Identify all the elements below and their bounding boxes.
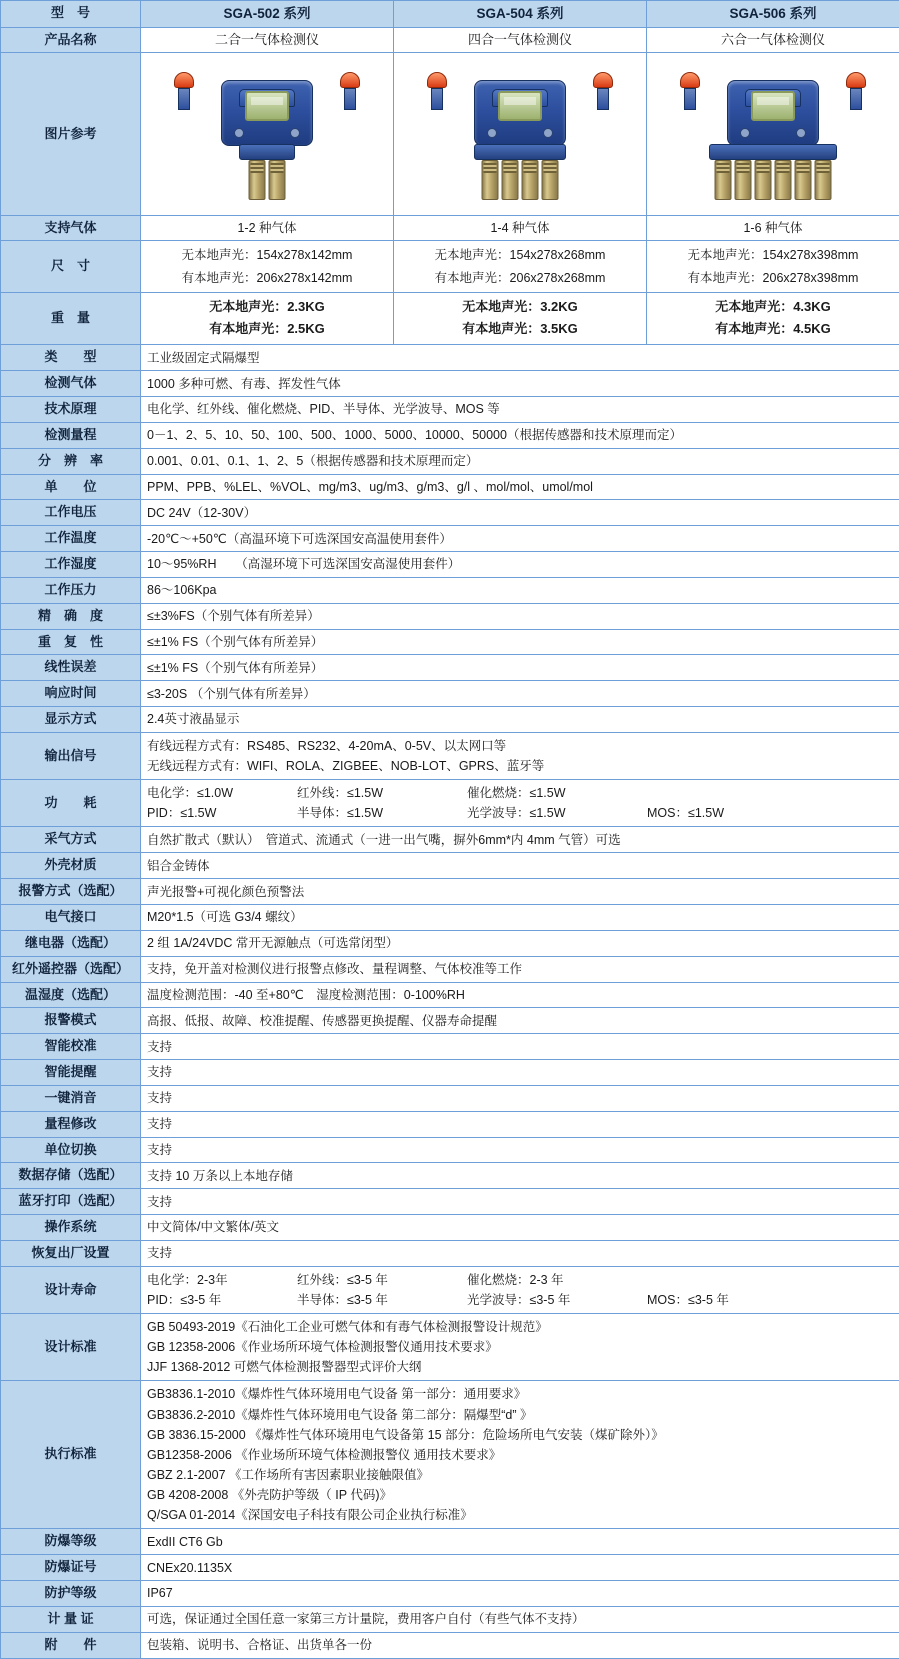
detector-screen [245,91,289,121]
exec-standard-line-4: GB12358-2006 《作业场所环境气体检测报警仪 通用技术要求》 [147,1445,893,1465]
sensor-probe [775,160,792,200]
table-row-factory-reset [1,1240,899,1266]
row-value-smart-calibration: 支持 [141,1034,899,1060]
model-504: SGA-504 系列 [394,1,647,28]
life-catalytic: 催化燃烧：2-3 年 [467,1271,647,1289]
row-value-range-modify: 支持 [141,1111,899,1137]
row-label-product-name: 产品名称 [1,27,141,53]
product-name-504: 四合一气体检测仪 [394,27,647,53]
row-label-accessories: 附 件 [1,1632,141,1658]
row-value-ip-grade: IP67 [141,1581,899,1607]
design-life-line-2 [147,1290,893,1310]
detector-knob-right [543,128,553,138]
table-row-ip-grade [1,1581,899,1607]
row-label-design-standard: 设计标准 [1,1314,141,1381]
row-value-work-pressure: 86～106Kpa [141,577,899,603]
weight-504-line2: 有本地声光：3.5KG [400,318,640,341]
row-value-relay: 2 组 1A/24VDC 常开无源触点（可选常闭型） [141,930,899,956]
table-row-repeatability [1,629,899,655]
power-catalytic: 催化燃烧：≤1.5W [467,784,647,802]
row-label-alarm-modes: 报警模式 [1,1008,141,1034]
row-value-metrology-cert: 可选，保证通过全国任意一家第三方计量院，费用客户自付（有些气体不支持） [141,1606,899,1632]
row-value-repeatability: ≤±1% FS（个别气体有所差异） [141,629,899,655]
life-mos: MOS：≤3-5 年 [647,1291,729,1309]
table-row-unit-switch [1,1137,899,1163]
table-row-smart-reminder [1,1060,899,1086]
table-row-housing [1,853,899,879]
output-signal-wired: 有线远程方式有：RS485、RS232、4-20mA、0-5V、以太网口等 [147,736,893,756]
table-row-os [1,1215,899,1241]
table-row-range [1,422,899,448]
row-label-repeatability: 重 复 性 [1,629,141,655]
detector-knob-right [290,128,300,138]
detector-knob-left [740,128,750,138]
size-502-line2: 有本地声光：206x278x142mm [147,267,387,289]
sensor-probe [249,160,266,200]
row-value-alarm-modes: 高报、低报、故障、校准提醒、传感器更换提醒、仪器寿命提醒 [141,1008,899,1034]
sensor-manifold [709,144,837,160]
size-502 [141,241,394,292]
row-value-resolution: 0.001、0.01、0.1、1、2、5（根据传感器和技术原理而定） [141,448,899,474]
row-label-factory-reset: 恢复出厂设置 [1,1240,141,1266]
power-optical-waveguide: 光学波导：≤1.5W [467,804,647,822]
table-row-exec-standard [1,1381,899,1529]
table-row-alarm-modes [1,1008,899,1034]
row-value-accuracy: ≤±3%FS（个别气体有所差异） [141,603,899,629]
row-label-display: 显示方式 [1,707,141,733]
row-label-ex-cert: 防爆证号 [1,1555,141,1581]
row-label-detect-gas: 检测气体 [1,371,141,397]
table-row-product-name [1,27,899,53]
model-506: SGA-506 系列 [647,1,899,28]
table-row-detect-gas [1,371,899,397]
life-optical-waveguide: 光学波导：≤3-5 年 [467,1291,647,1309]
output-signal-wireless: 无线远程方式有：WIFI、ROLA、ZIGBEE、NOB-LOT、GPRS、蓝牙等 [147,756,893,776]
table-row-unit [1,474,899,500]
row-value-exec-standard [141,1381,899,1529]
row-value-work-humidity: 10～95%RH （高湿环境下可选深国安高湿使用套件） [141,552,899,578]
table-row-range-modify [1,1111,899,1137]
table-row-support-gas [1,215,899,241]
exec-standard-line-5: GBZ 2.1-2007 《工作场所有害因素职业接触限值》 [147,1465,893,1485]
row-value-housing: 铝合金铸体 [141,853,899,879]
design-standard-line-3: JJF 1368-2012 可燃气体检测报警器型式评价大纲 [147,1357,893,1377]
row-value-response-time: ≤3-20S （个别气体有所差异） [141,681,899,707]
table-row-weight [1,292,899,345]
weight-506 [647,292,899,345]
sensor-probe [795,160,812,200]
design-life-line-1 [147,1270,893,1290]
alarm-lamp-right-icon [593,72,613,112]
design-standard-line-1: GB 50493-2019《石油化工企业可燃气体和有毒气体检测报警设计规范》 [147,1317,893,1337]
row-value-unit-switch: 支持 [141,1137,899,1163]
row-label-data-storage: 数据存储（选配） [1,1163,141,1189]
row-label-work-temp: 工作温度 [1,526,141,552]
sensor-probe [269,160,286,200]
table-row-smart-calibration [1,1034,899,1060]
row-label-response-time: 响应时间 [1,681,141,707]
row-label-one-key-mute: 一键消音 [1,1085,141,1111]
row-label-housing: 外壳材质 [1,853,141,879]
row-label-technology: 技术原理 [1,397,141,423]
exec-standard-line-3: GB 3836.15-2000 《爆炸性气体环境用电气设备第 15 部分：危险场所电气安装（煤矿除外）》 [147,1425,893,1445]
row-label-exec-standard: 执行标准 [1,1381,141,1529]
size-502-line1: 无本地声光：154x278x142mm [147,244,387,266]
life-semiconductor: 半导体：≤3-5 年 [297,1291,467,1309]
row-value-factory-reset: 支持 [141,1240,899,1266]
row-value-display: 2.4英寸液晶显示 [141,707,899,733]
row-value-design-standard [141,1314,899,1381]
table-row-data-storage [1,1163,899,1189]
sensor-array-2 [249,160,286,200]
power-line-1 [147,783,893,803]
device-image-506 [647,53,899,215]
sensor-probe [482,160,499,200]
alarm-lamp-left-icon [427,72,447,112]
table-row-accessories [1,1632,899,1658]
detector-screen [498,91,542,121]
row-label-design-life: 设计寿命 [1,1266,141,1313]
life-infrared: 红外线：≤3-5 年 [297,1271,467,1289]
row-label-relay: 继电器（选配） [1,930,141,956]
row-value-linearity: ≤±1% FS（个别气体有所差异） [141,655,899,681]
row-label-ex-grade: 防爆等级 [1,1529,141,1555]
device-image-504 [394,53,647,215]
row-label-support-gas: 支持气体 [1,215,141,241]
table-row-ir-remote [1,956,899,982]
row-value-technology: 电化学、红外线、催化燃烧、PID、半导体、光学波导、MOS 等 [141,397,899,423]
device-image-502 [141,53,394,215]
row-value-output-signal [141,732,899,779]
row-label-unit: 单 位 [1,474,141,500]
table-row-relay [1,930,899,956]
power-line-2 [147,803,893,823]
sensor-probe [502,160,519,200]
table-row-work-temp [1,526,899,552]
exec-standard-line-7: Q/SGA 01-2014《深国安电子科技有限公司企业执行标准》 [147,1505,893,1525]
row-label-sampling: 采气方式 [1,827,141,853]
weight-504-line1: 无本地声光：3.2KG [400,296,640,319]
exec-standard-line-2: GB3836.2-2010《爆炸性气体环境用电气设备 第二部分：隔爆型“d” 》 [147,1405,893,1425]
table-row-image-reference [1,53,899,215]
row-value-alarm-mode-option: 声光报警+可视化颜色预警法 [141,879,899,905]
row-label-size: 尺 寸 [1,241,141,292]
sensor-manifold [474,144,566,160]
alarm-lamp-left-icon [680,72,700,112]
design-standard-line-2: GB 12358-2006《作业场所环境气体检测报警仪通用技术要求》 [147,1337,893,1357]
table-row-sampling [1,827,899,853]
row-label-unit-switch: 单位切换 [1,1137,141,1163]
life-electrochemical: 电化学：2-3年 [147,1271,297,1289]
sensor-probe [522,160,539,200]
support-gas-506: 1-6 种气体 [647,215,899,241]
sensor-probe [715,160,732,200]
table-row-voltage [1,500,899,526]
table-row-power [1,780,899,827]
row-value-power [141,780,899,827]
power-mos: MOS：≤1.5W [647,804,724,822]
table-row-model [1,1,899,28]
table-row-electrical-interface [1,905,899,931]
row-value-ir-remote: 支持，免开盖对检测仪进行报警点修改、量程调整、气体校准等工作 [141,956,899,982]
detector-body [221,80,313,146]
table-row-ex-cert [1,1555,899,1581]
table-row-work-pressure [1,577,899,603]
power-infrared: 红外线：≤1.5W [297,784,467,802]
table-row-work-humidity [1,552,899,578]
row-value-data-storage: 支持 10 万条以上本地存储 [141,1163,899,1189]
row-label-ip-grade: 防护等级 [1,1581,141,1607]
row-label-output-signal: 输出信号 [1,732,141,779]
detector-knob-left [487,128,497,138]
detector-knob-left [234,128,244,138]
row-value-ex-grade: ExdII CT6 Gb [141,1529,899,1555]
size-504 [394,241,647,292]
row-label-os: 操作系统 [1,1215,141,1241]
row-label-image-reference: 图片参考 [1,53,141,215]
table-row-temp-humidity [1,982,899,1008]
exec-standard-line-6: GB 4208-2008 《外壳防护等级（ IP 代码)》 [147,1485,893,1505]
detector-knob-right [796,128,806,138]
product-name-502: 二合一气体检测仪 [141,27,394,53]
row-value-one-key-mute: 支持 [141,1085,899,1111]
row-label-alarm-mode-option: 报警方式（选配） [1,879,141,905]
size-506-line2: 有本地声光：206x278x398mm [653,267,893,289]
size-504-line1: 无本地声光：154x278x268mm [400,244,640,266]
row-label-smart-calibration: 智能校准 [1,1034,141,1060]
row-label-work-humidity: 工作湿度 [1,552,141,578]
sensor-array-4 [482,160,559,200]
sensor-probe [755,160,772,200]
power-pid: PID：≤1.5W [147,804,297,822]
gas-detector-illustration-2 [162,56,372,206]
row-value-unit: PPM、PPB、%LEL、%VOL、mg/m3、ug/m3、g/m3、g/l 、mol/mol、umol/mol [141,474,899,500]
table-row-linearity [1,655,899,681]
table-row-alarm-mode-option [1,879,899,905]
row-label-model: 型 号 [1,1,141,28]
weight-506-line2: 有本地声光：4.5KG [653,318,893,341]
row-value-work-temp: -20℃～+50℃（高温环境下可选深国安高温使用套件） [141,526,899,552]
row-value-voltage: DC 24V（12-30V） [141,500,899,526]
weight-506-line1: 无本地声光：4.3KG [653,296,893,319]
row-value-sampling: 自然扩散式（默认） 管道式、流通式（一进一出气嘴，摒外6mm*内 4mm 气管）可选 [141,827,899,853]
table-row-bluetooth-print [1,1189,899,1215]
power-semiconductor: 半导体：≤1.5W [297,804,467,822]
row-value-type: 工业级固定式隔爆型 [141,345,899,371]
support-gas-502: 1-2 种气体 [141,215,394,241]
row-label-range-modify: 量程修改 [1,1111,141,1137]
table-row-design-standard [1,1314,899,1381]
table-row-size [1,241,899,292]
size-506 [647,241,899,292]
weight-502 [141,292,394,345]
row-value-detect-gas: 1000 多种可燃、有毒、挥发性气体 [141,371,899,397]
power-electrochemical: 电化学：≤1.0W [147,784,297,802]
table-row-output-signal [1,732,899,779]
product-name-506: 六合一气体检测仪 [647,27,899,53]
row-value-bluetooth-print: 支持 [141,1189,899,1215]
table-row-type [1,345,899,371]
row-label-linearity: 线性误差 [1,655,141,681]
size-504-line2: 有本地声光：206x278x268mm [400,267,640,289]
life-pid: PID：≤3-5 年 [147,1291,297,1309]
detector-body [727,80,819,146]
row-value-smart-reminder: 支持 [141,1060,899,1086]
row-label-temp-humidity: 温湿度（选配） [1,982,141,1008]
weight-502-line1: 无本地声光：2.3KG [147,296,387,319]
row-value-ex-cert: CNEx20.1135X [141,1555,899,1581]
row-value-accessories: 包装箱、说明书、合格证、出货单各一份 [141,1632,899,1658]
exec-standard-line-1: GB3836.1-2010《爆炸性气体环境用电气设备 第一部分：通用要求》 [147,1384,893,1404]
table-row-ex-grade [1,1529,899,1555]
row-value-range: 0－1、2、5、10、50、100、500、1000、5000、10000、50000（根据传感器和技术原理而定） [141,422,899,448]
gas-detector-illustration-4 [415,56,625,206]
table-row-one-key-mute [1,1085,899,1111]
sensor-probe [542,160,559,200]
row-label-weight: 重 量 [1,292,141,345]
row-label-voltage: 工作电压 [1,500,141,526]
row-value-design-life [141,1266,899,1313]
row-value-electrical-interface: M20*1.5（可选 G3/4 螺纹） [141,905,899,931]
support-gas-504: 1-4 种气体 [394,215,647,241]
table-row-design-life [1,1266,899,1313]
table-row-accuracy [1,603,899,629]
weight-504 [394,292,647,345]
sensor-array-6 [715,160,832,200]
detector-body [474,80,566,146]
row-label-metrology-cert: 计 量 证 [1,1606,141,1632]
row-value-temp-humidity: 温度检测范围：-40 至+80℃ 湿度检测范围：0-100%RH [141,982,899,1008]
table-row-display [1,707,899,733]
table-row-metrology-cert [1,1606,899,1632]
table-row-resolution [1,448,899,474]
alarm-lamp-right-icon [340,72,360,112]
detector-screen [751,91,795,121]
model-502: SGA-502 系列 [141,1,394,28]
sensor-probe [815,160,832,200]
table-row-technology [1,397,899,423]
row-value-os: 中文简体/中文繁体/英文 [141,1215,899,1241]
size-506-line1: 无本地声光：154x278x398mm [653,244,893,266]
row-label-power: 功 耗 [1,780,141,827]
row-label-ir-remote: 红外遥控器（选配） [1,956,141,982]
alarm-lamp-left-icon [174,72,194,112]
row-label-bluetooth-print: 蓝牙打印（选配） [1,1189,141,1215]
row-label-electrical-interface: 电气接口 [1,905,141,931]
row-label-accuracy: 精 确 度 [1,603,141,629]
row-label-type: 类 型 [1,345,141,371]
sensor-manifold [239,144,295,160]
alarm-lamp-right-icon [846,72,866,112]
weight-502-line2: 有本地声光：2.5KG [147,318,387,341]
row-label-range: 检测量程 [1,422,141,448]
row-label-resolution: 分 辨 率 [1,448,141,474]
gas-detector-illustration-6 [668,56,878,206]
row-label-smart-reminder: 智能提醒 [1,1060,141,1086]
table-row-response-time [1,681,899,707]
row-label-work-pressure: 工作压力 [1,577,141,603]
sensor-probe [735,160,752,200]
